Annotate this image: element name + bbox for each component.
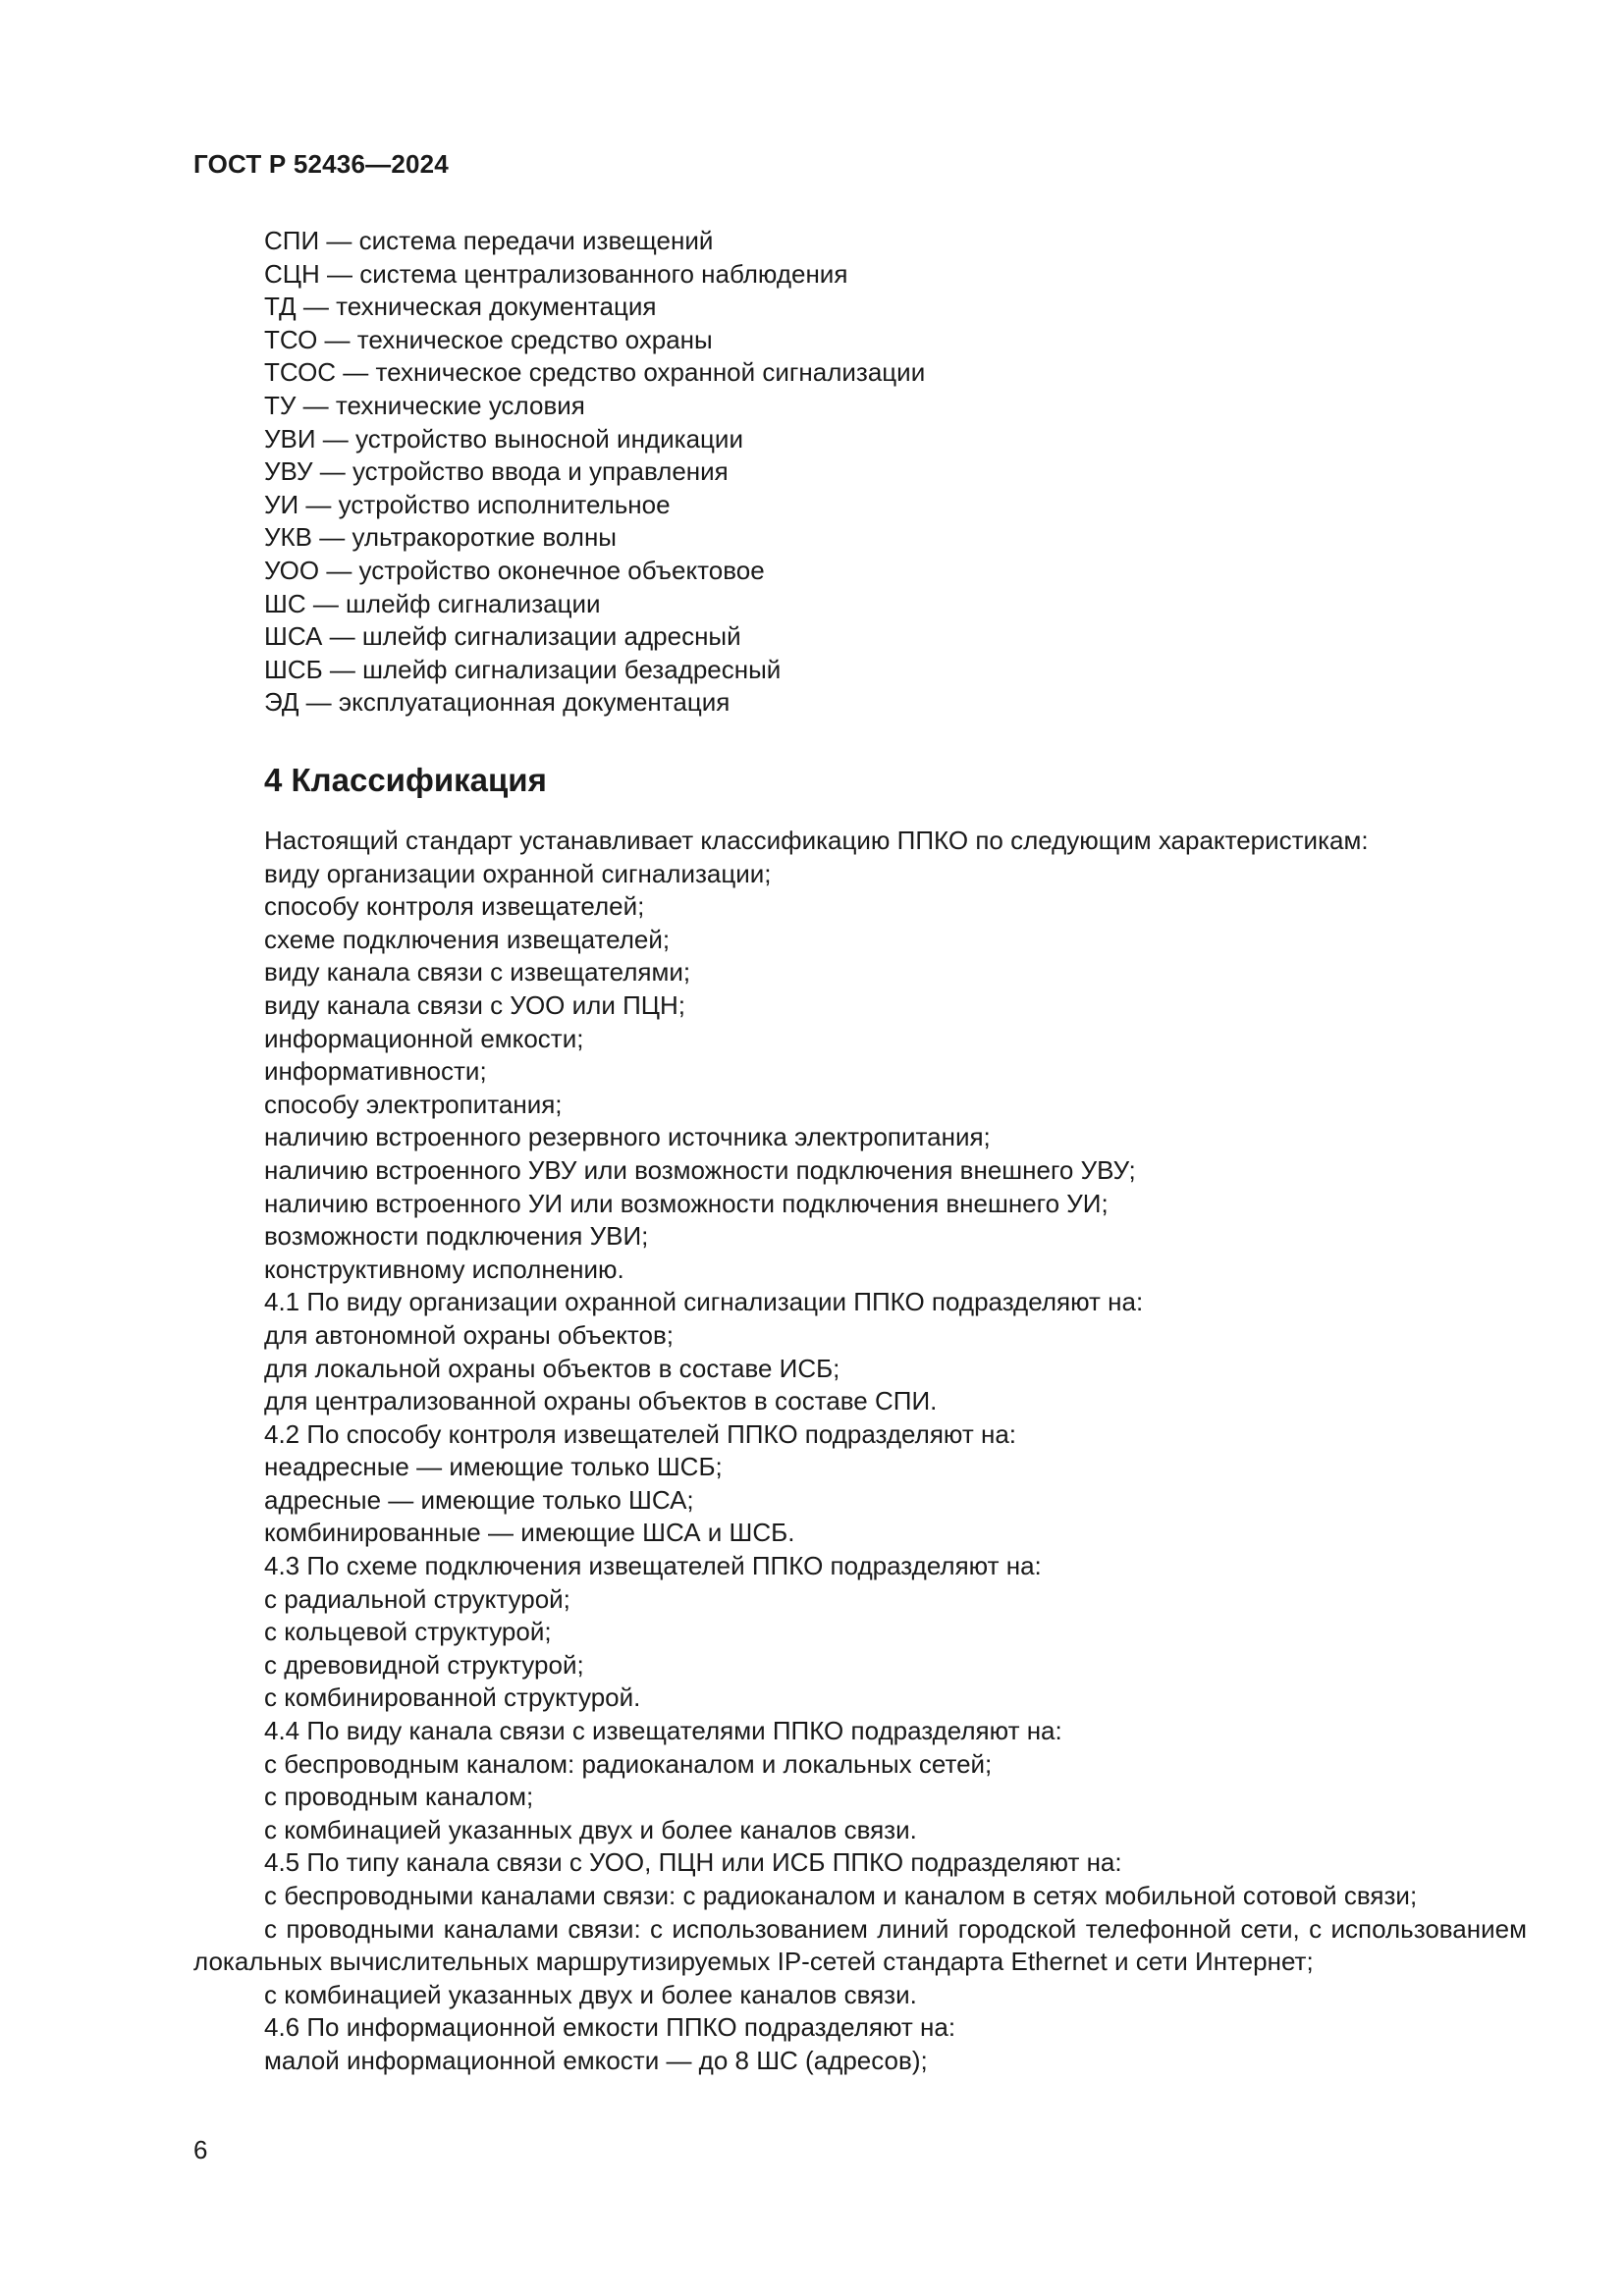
- clause-4-5-item: с проводными каналами связи: с использованием линий городской телефонной сети, с использованием локальных вычислительных маршрутизируемых IP-сетей стандарта Ethernet и сети Интернет;: [193, 1913, 1527, 1977]
- classification-criterion: конструктивному исполнению.: [264, 1254, 624, 1284]
- classification-criterion: способу контроля извещателей;: [264, 891, 645, 922]
- classification-criterion: виду организации охранной сигнализации;: [264, 858, 772, 888]
- abbreviation-item: УОО — устройство оконечное объектовое: [264, 555, 765, 585]
- clause-4-6-item: малой информационной емкости — до 8 ШС (адресов);: [264, 2045, 928, 2075]
- clause-4-1-item: для автономной охраны объектов;: [264, 1319, 675, 1350]
- abbreviation-item: ЭД — эксплуатационная документация: [264, 687, 731, 718]
- clause-4-3-item: с древовидной структурой;: [264, 1649, 584, 1680]
- clause-4-3-item: с радиальной структурой;: [264, 1583, 570, 1614]
- page-header-standard-code: ГОСТ Р 52436—2024: [193, 149, 449, 179]
- classification-criterion: возможности подключения УВИ;: [264, 1221, 649, 1252]
- clause-4-4-item: с беспроводным каналом: радиоканалом и локальных сетей;: [264, 1748, 993, 1779]
- clause-4-4-item: с проводным каналом;: [264, 1782, 534, 1812]
- clause-4-3-heading: 4.3 По схеме подключения извещателей ППКО подразделяют на:: [264, 1551, 1042, 1581]
- abbreviation-item: СПИ — система передачи извещений: [264, 226, 714, 255]
- clause-4-4-heading: 4.4 По виду канала связи с извещателями ППКО подразделяют на:: [264, 1716, 1062, 1746]
- abbreviation-item: УИ — устройство исполнительное: [264, 489, 671, 519]
- clause-4-1-item: для централизованной охраны объектов в составе СПИ.: [264, 1386, 938, 1416]
- abbreviation-item: УКВ — ультракороткие волны: [264, 522, 617, 553]
- abbreviation-item: ШСА — шлейф сигнализации адресный: [264, 621, 741, 652]
- clause-4-3-item: с кольцевой структурой;: [264, 1617, 552, 1647]
- clause-4-2-item: адресные — имеющие только ШСА;: [264, 1484, 694, 1515]
- classification-criterion: информативности;: [264, 1056, 487, 1087]
- abbreviation-item: ТД — техническая документация: [264, 292, 657, 322]
- abbreviation-item: ШСБ — шлейф сигнализации безадресный: [264, 654, 782, 684]
- classification-criterion: виду канала связи с извещателями;: [264, 957, 691, 988]
- clause-4-5-item: с комбинацией указанных двух и более каналов связи.: [264, 1979, 917, 2009]
- abbreviation-item: УВУ — устройство ввода и управления: [264, 456, 729, 487]
- classification-body: [193, 825, 1527, 2078]
- section-heading-classification: 4 Классификация: [264, 762, 547, 798]
- abbreviation-item: ТУ — технические условия: [264, 390, 585, 420]
- abbreviation-item: ТСОС — техническое средство охранной сигнализации: [264, 357, 926, 388]
- clause-4-1-heading: 4.1 По виду организации охранной сигнализации ППКО подразделяют на:: [264, 1287, 1144, 1317]
- clause-4-1-item: для локальной охраны объектов в составе ИСБ;: [264, 1353, 840, 1383]
- clause-4-4-item: с комбинацией указанных двух и более каналов связи.: [264, 1814, 917, 1844]
- clause-4-2-item: неадресные — имеющие только ШСБ;: [264, 1452, 723, 1482]
- abbreviation-item: ТСО — техническое средство охраны: [264, 324, 713, 354]
- abbreviation-item: ШС — шлейф сигнализации: [264, 588, 601, 618]
- clause-4-5-item: с беспроводными каналами связи: с радиоканалом и каналом в сетях мобильной сотовой связи;: [264, 1881, 1418, 1910]
- classification-criterion: наличию встроенного резервного источника электропитания;: [264, 1122, 991, 1152]
- classification-criterion: наличию встроенного УВУ или возможности подключения внешнего УВУ;: [264, 1154, 1136, 1185]
- clause-4-2-item: комбинированные — имеющие ШСА и ШСБ.: [264, 1518, 795, 1548]
- classification-criterion: наличию встроенного УИ или возможности подключения внешнего УИ;: [264, 1188, 1109, 1218]
- clause-4-3-item: с комбинированной структурой.: [264, 1682, 641, 1713]
- clause-4-5-heading: 4.5 По типу канала связи с УОО, ПЦН или ИСБ ППКО подразделяют на:: [264, 1847, 1122, 1878]
- classification-criterion: виду канала связи с УОО или ПЦН;: [264, 989, 685, 1020]
- classification-criterion: способу электропитания;: [264, 1089, 563, 1119]
- paragraph-intro: Настоящий стандарт устанавливает классификацию ППКО по следующим характеристикам:: [264, 826, 1369, 855]
- clause-4-6-heading: 4.6 По информационной емкости ППКО подразделяют на:: [264, 2012, 956, 2043]
- abbreviation-item: УВИ — устройство выносной индикации: [264, 423, 743, 454]
- abbreviation-item: СЦН — система централизованного наблюдения: [264, 258, 848, 289]
- page-number: 6: [193, 2135, 208, 2164]
- classification-criterion: информационной емкости;: [264, 1023, 584, 1053]
- clause-4-2-heading: 4.2 По способу контроля извещателей ППКО подразделяют на:: [264, 1418, 1016, 1449]
- abbreviation-list: [264, 225, 925, 720]
- classification-criterion: схеме подключения извещателей;: [264, 924, 671, 954]
